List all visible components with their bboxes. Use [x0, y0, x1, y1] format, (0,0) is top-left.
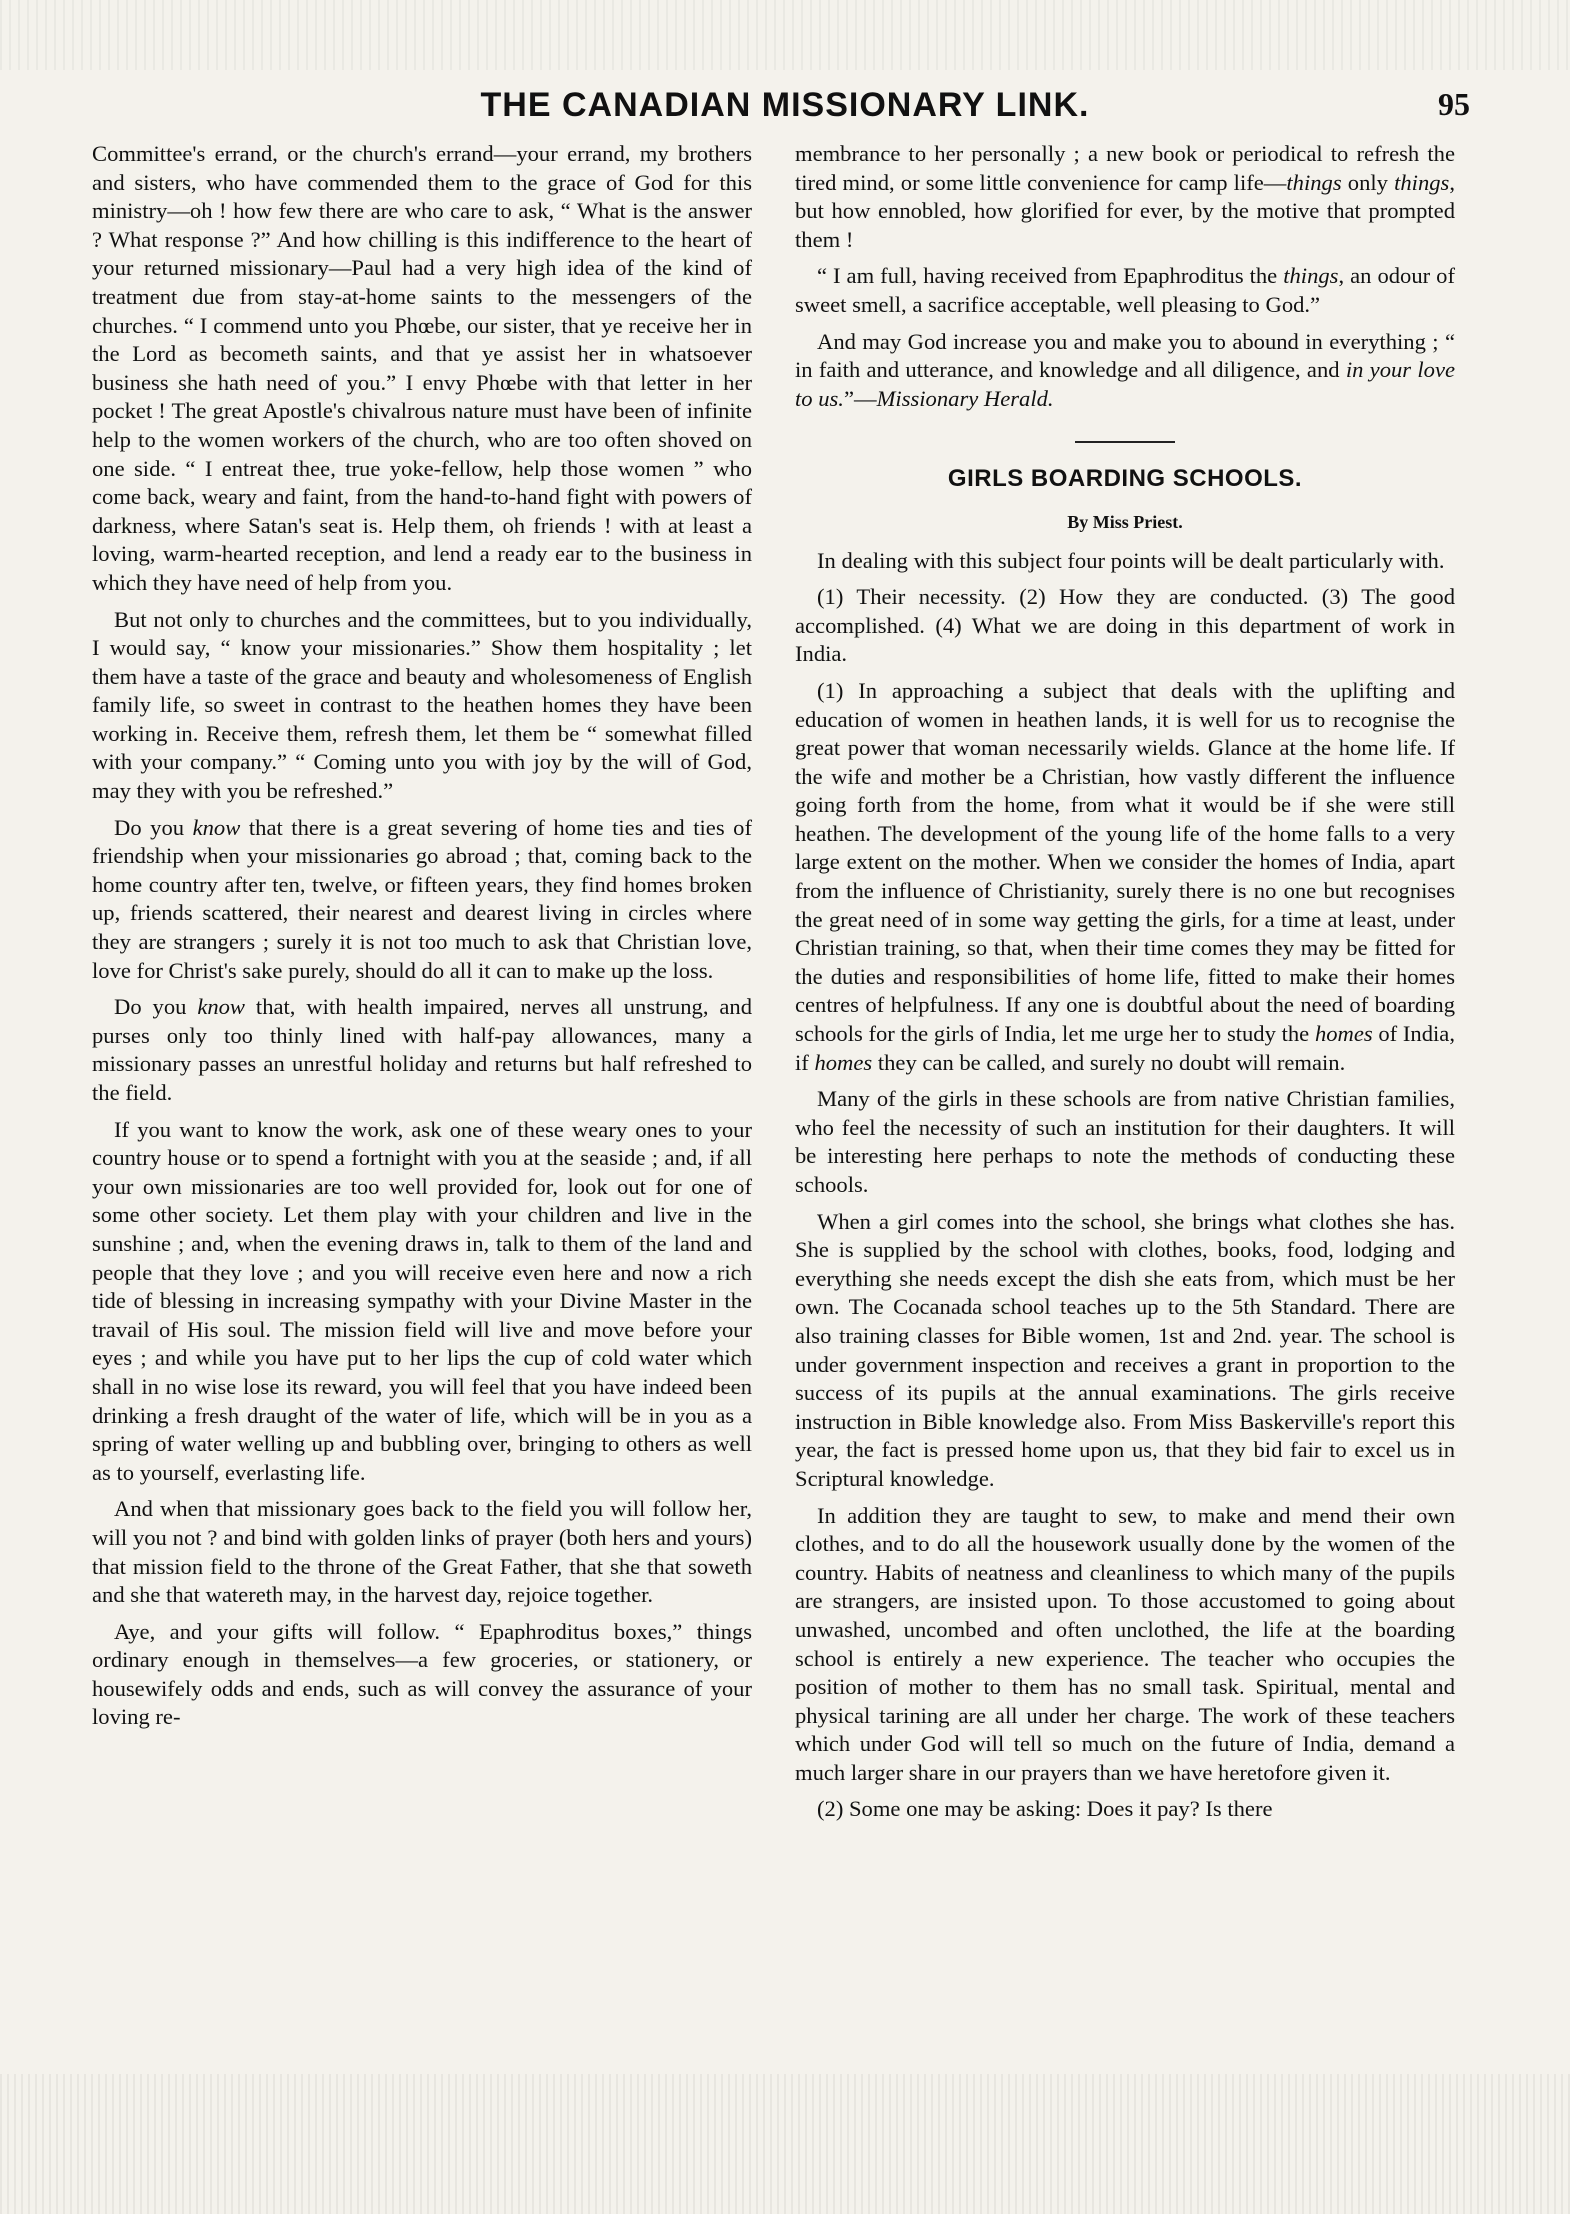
emphasis: homes — [1314, 1021, 1373, 1047]
article-heading: GIRLS BOARDING SCHOOLS. — [947, 465, 1303, 493]
emphasis: things — [1286, 169, 1342, 195]
paragraph: “ I am full, having received from Epaphroditus the things, an odour of sweet smell, a sacrifice acceptable, well pleasing to God.” — [795, 263, 1455, 317]
paragraph: Aye, and your gifts will follow. “ Epaphroditus boxes,” things ordinary enough in themselves—a few groceries, or stationery, or housewifely odds and ends, such as will convey the assurance of your loving re- — [92, 1618, 752, 1730]
article-byline: By Miss Priest. — [1067, 511, 1183, 532]
paragraph: Do you know that there is a great severing of home ties and ties of friendship when your missionaries go abroad ; that, coming back to the home country after ten, twelve, or fifteen years, they find homes broken up, friends scattered, their nearest and dearest living in circles where they are strangers ; surely it is not too much to ask that Christian love, love for Christ's sake purely, should do all it can to make up the loss. — [92, 814, 752, 983]
paragraph: And may God increase you and make you to abound in everything ; “ in faith and utterance, and knowledge and all diligence, and in your love to us.”—Missionary Herald. — [795, 328, 1455, 411]
masthead — [70, 86, 1500, 134]
scan-noise-bottom — [0, 2074, 1570, 2214]
right-column — [795, 140, 1455, 1832]
paragraph: (1) In approaching a subject that deals with the uplifting and education of women in heathen lands, it is well for us to recognise the great power that woman necessarily wields. Glance at the home life. If the wife and mother be a Christian, how vastly different the influence going forth from the home, from what it would be if she were still heathen. The development of the young life of the home falls to a very large extent on the mother. When we consider the homes of India, apart from the influence of Christianity, surely there is no one but recognises the great need of in some way getting the girls, for a time at least, under Christian training, so that, when their time comes they may be fitted for the duties and responsibilities of home life, fitted to make their homes centres of helpfulness. If any one is doubtful about the need of boarding schools for the girls of India, let me urge her to study the homes of India, if homes they can be called, and surely no doubt will remain. — [795, 677, 1455, 1075]
section-divider — [1075, 441, 1175, 443]
paragraph: Do you know that, with health impaired, nerves all unstrung, and purses only too thinly lined with half-pay allowances, many a missionary passes an unrestful holiday and returns but half refreshed to the field. — [92, 994, 752, 1105]
paragraph: membrance to her personally ; a new book or periodical to refresh the tired mind, or some little convenience for camp life—things only things, but how ennobled, how glorified for ever, by the motive that prompted them ! — [795, 141, 1455, 252]
emphasis: homes — [814, 1049, 873, 1075]
paragraph: Many of the girls in these schools are from native Christian families, who feel the necessity of such an institution for their daughters. It will be interesting here perhaps to note the methods of conducting these schools. — [795, 1086, 1455, 1197]
paragraph: (2) Some one may be asking: Does it pay? Is there — [817, 1796, 1273, 1822]
paragraph: If you want to know the work, ask one of these weary ones to your country house or to spend a fortnight with you at the seaside ; and, if all your own missionaries are too well provided for, look out for one of some other society. Let them play with your children and live in the sunshine ; and, when the evening draws in, talk to them of the land and people that they love ; and you will receive even here and now a rich tide of blessing in increasing sympathy with your Divine Master in the travail of His soul. The mission field will live and move before your eyes ; and while you have put to her lips the cup of cold water which shall in no wise lose its reward, you will feel that you have indeed been drinking a fresh draught of the water of life, which will be in you as a spring of water welling up and bubbling over, bringing to others as well as to yourself, everlasting life. — [92, 1116, 752, 1485]
source-signature: Missionary Herald. — [876, 385, 1054, 411]
emphasis: in your love to us. — [795, 357, 1455, 411]
paragraph: In addition they are taught to sew, to make and mend their own clothes, and to do all the housework usually done by the women of the country. Habits of neatness and cleanliness to which many of the pupils are strangers, are insisted upon. To those accustomed to going about unwashed, uncombed and often unclothed, the life at the boarding school is entirely a new experience. The teacher who occupies the position of mother to them has no small task. Spiritual, mental and physical tarining are all under her charge. The work of these teachers which under God will tell so much on the future of India, demand a much larger share in our prayers than we have heretofore given it. — [795, 1502, 1455, 1785]
left-column — [92, 140, 752, 1740]
emphasis: things — [1283, 263, 1339, 289]
publication-title: THE CANADIAN MISSIONARY LINK. — [480, 86, 1090, 124]
paragraph: And when that missionary goes back to the field you will follow her, will you not ? and bind with golden links of prayer (both hers and yours) that mission field to the throne of the Great Father, that she that soweth and she that watereth may, in the harvest day, rejoice together. — [92, 1496, 752, 1608]
scan-noise-top — [0, 0, 1570, 70]
emphasis: know — [197, 994, 246, 1020]
paragraph: In dealing with this subject four points will be dealt particularly with. — [817, 547, 1445, 573]
emphasis: things — [1394, 169, 1450, 195]
paragraph: Committee's errand, or the church's errand—your errand, my brothers and sisters, who have commended them to the grace of God for this ministry—oh ! how few there are who care to ask, “ What is the answer ? What response ?” And how chilling is this indifference to the heart of your returned missionary—Paul had a very high idea of the kind of treatment due from stay-at-home saints to the messengers of the churches. “ I commend unto you Phœbe, our sister, that ye receive her in the Lord as becometh saints, and that ye assist her in whatsoever business she hath need of you.” I envy Phœbe with that letter in her pocket ! The great Apostle's chivalrous nature must have been of infinite help to the women workers of the church, who are too often shoved on one side. “ I entreat thee, true yoke-fellow, help those women ” who come back, weary and faint, from the hand-to-hand fight with powers of darkness, where Satan's seat is. Help them, oh friends ! with at least a loving, warm-hearted reception, and lend a ready ear to the business in which they have need of help from you. — [92, 141, 752, 595]
paragraph: But not only to churches and the committees, but to you individually, I would say, “ know your missionaries.” Show them hospitality ; let them have a taste of the grace and beauty and wholesomeness of English family life, so sweet in contrast to the heathen homes they have been working in. Receive them, refresh them, let them be “ somewhat filled with your company.” “ Coming unto you with joy by the will of God, may they with you be refreshed.” — [92, 606, 752, 804]
page-number: 95 — [1438, 86, 1470, 122]
emphasis: know — [192, 814, 241, 840]
paragraph: (1) Their necessity. (2) How they are conducted. (3) The good accomplished. (4) What we are doing in this department of work in India. — [795, 584, 1455, 667]
paragraph: When a girl comes into the school, she brings what clothes she has. She is supplied by the school with clothes, books, food, lodging and everything she needs except the dish she eats from, which must be her own. The Cocanada school teaches up to the 5th Standard. There are also training classes for Bible women, 1st and 2nd. year. The school is under government inspection and receives a grant in proportion to the success of its pupils at the annual examinations. The girls receive instruction in Bible knowledge also. From Miss Baskerville's report this year, the fact is pressed home upon us, that they bid fair to excel us in Scriptural knowledge. — [795, 1208, 1455, 1491]
